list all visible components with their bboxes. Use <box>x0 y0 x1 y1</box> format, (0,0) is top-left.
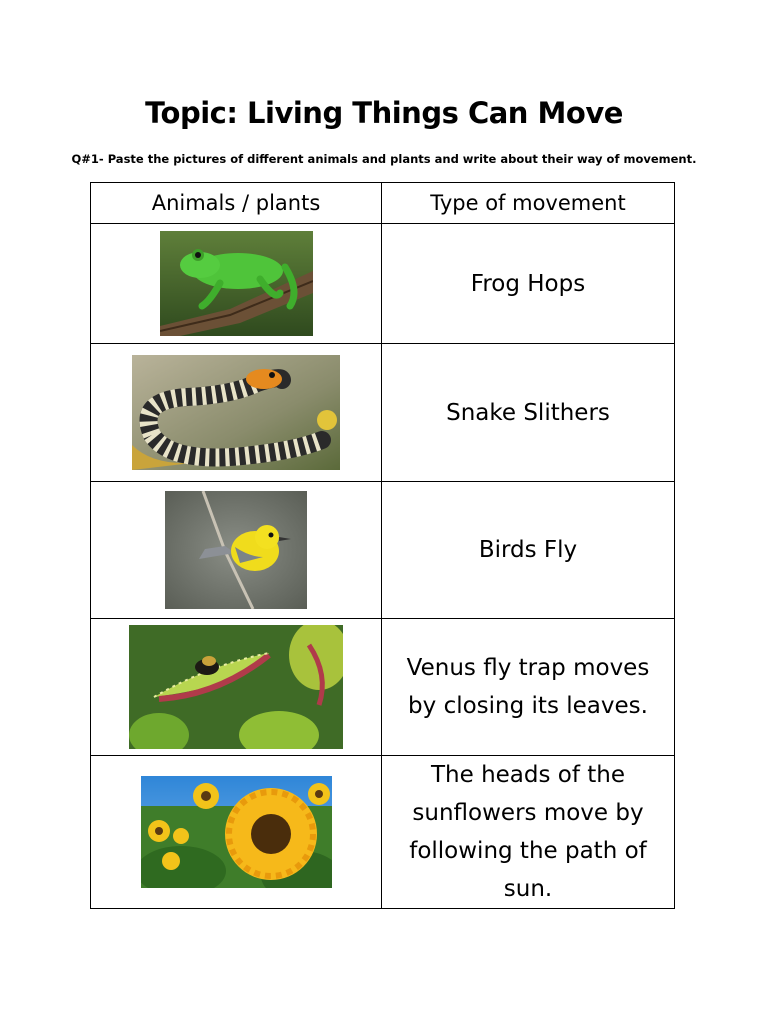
snake-photo <box>132 355 340 470</box>
table-row <box>91 619 675 756</box>
movement-text: Frog Hops <box>382 224 675 344</box>
movement-text: The heads of the sunflowers move by following the path of sun. <box>382 756 675 909</box>
table-row <box>91 224 675 344</box>
question-instruction: Q#1- Paste the pictures of different animals and plants and write about their way of movement. <box>71 152 697 166</box>
table-row <box>91 482 675 619</box>
table-row <box>91 756 675 909</box>
picture-cell <box>91 482 382 619</box>
table-row <box>91 344 675 482</box>
picture-cell <box>91 344 382 482</box>
header-type-of-movement: Type of movement <box>382 183 675 224</box>
movement-text: Snake Slithers <box>382 344 675 482</box>
header-animals-plants: Animals / plants <box>91 183 382 224</box>
picture-cell <box>91 619 382 756</box>
movement-table <box>90 182 675 909</box>
movement-text: Venus fly trap moves by closing its leaves. <box>382 619 675 756</box>
venus-fly-trap-photo <box>129 625 343 749</box>
frog-photo <box>160 231 313 336</box>
sunflower-photo <box>141 776 332 888</box>
movement-text: Birds Fly <box>382 482 675 619</box>
picture-cell <box>91 224 382 344</box>
picture-cell <box>91 756 382 909</box>
bird-photo <box>165 491 307 609</box>
table-header-row <box>91 183 675 224</box>
worksheet-title: Topic: Living Things Can Move <box>145 96 623 130</box>
